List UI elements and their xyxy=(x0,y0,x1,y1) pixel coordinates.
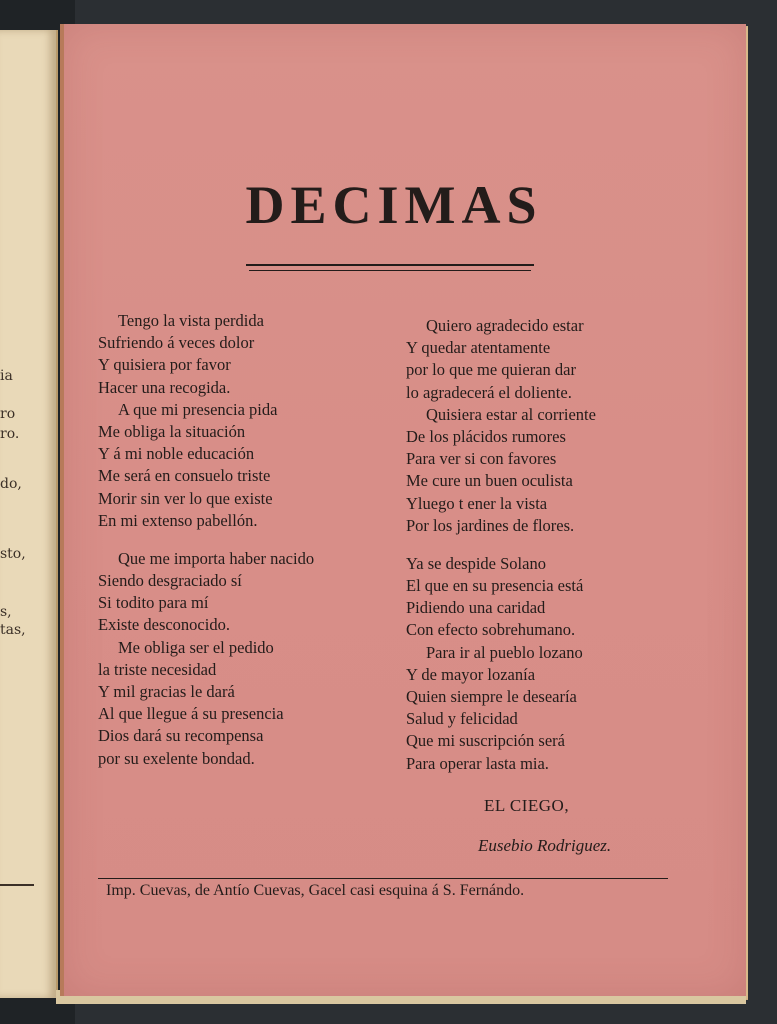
verse-line: Morir sin ver lo que existe xyxy=(98,488,273,508)
prev-page-fragment: sto, xyxy=(0,546,26,562)
prev-page-fragment: do, xyxy=(0,476,22,492)
prev-page-fragment: tas, xyxy=(0,622,26,638)
verse-line: Y á mi noble educación xyxy=(98,444,255,464)
verse-line: Me cure un buen oculista xyxy=(406,471,573,491)
verse-line: En mi extenso pabellón. xyxy=(98,510,258,530)
verse-line: Con efecto sobrehumano. xyxy=(406,620,576,640)
verse-line: Me obliga ser el pedido xyxy=(118,637,274,657)
verse-line: Siendo desgraciado sí xyxy=(98,571,242,591)
verse-line: Que mi suscripción será xyxy=(406,731,565,751)
verse-line: Si todito para mí xyxy=(98,593,209,613)
verse-line: Me obliga la situación xyxy=(98,421,246,441)
verse-line: Sufriendo á veces dolor xyxy=(98,333,255,353)
verse-line: Hacer una recogida. xyxy=(98,377,231,397)
verse-line: Existe desconocido. xyxy=(98,615,230,635)
verse-line: Ya se despide Solano xyxy=(406,553,546,573)
verse-line: Quiero agradecido estar xyxy=(426,316,584,335)
verse-line: por lo que me quieran dar xyxy=(406,360,576,380)
verse-line: lo agradecerá el doliente. xyxy=(406,382,572,402)
verse-line: Quien siempre le desearía xyxy=(406,687,577,706)
verse-line: El que en su presencia está xyxy=(406,576,584,596)
verse-line: Me será en consuelo triste xyxy=(98,466,271,486)
right-column-poem xyxy=(406,315,596,775)
page-title: DECIMAS xyxy=(245,175,543,235)
verse-line: Por los jardines de flores. xyxy=(406,515,575,535)
verse-line: Quisiera estar al corriente xyxy=(426,404,596,424)
verse-line: Y mil gracias le dará xyxy=(98,682,235,701)
verse-line: por su exelente bondad. xyxy=(98,748,255,768)
left-column-poem xyxy=(98,310,314,770)
verse-line: A que mi presencia pida xyxy=(118,399,278,419)
verse-line: Para ver si con favores xyxy=(406,449,557,469)
prev-page-fragment: ro xyxy=(0,406,16,422)
title-underline-thin xyxy=(249,270,531,271)
pink-page xyxy=(60,24,746,996)
signature: EL CIEGO, xyxy=(484,796,570,815)
title-underline xyxy=(246,264,534,266)
verse-line: Dios dará su recompensa xyxy=(98,726,264,746)
prev-page-rule xyxy=(0,884,34,886)
verse-line: Y quisiera por favor xyxy=(98,355,231,375)
author-name: Eusebio Rodriguez. xyxy=(478,836,612,855)
verse-line: Tengo la vista perdida xyxy=(118,311,264,330)
verse-line: Para ir al pueblo lozano xyxy=(426,642,583,662)
verse-line: Y quedar atentamente xyxy=(406,338,551,358)
previous-page-edge xyxy=(0,30,58,998)
prev-page-fragment: s, xyxy=(0,604,12,620)
verse-line: Que me importa haber nacido xyxy=(118,548,315,568)
verse-line: Salud y felicidad xyxy=(406,709,518,729)
verse-line: Y de mayor lozanía xyxy=(406,664,536,684)
verse-line: Para operar lasta mia. xyxy=(406,753,549,773)
verse-line: Pidiendo una caridad xyxy=(406,598,546,618)
printer-imprint: Imp. Cuevas, de Antío Cuevas, Gacel casi esquina á S. Fernándo. xyxy=(106,882,525,899)
verse-line: De los plácidos rumores xyxy=(406,426,566,446)
prev-page-fragment: ro. xyxy=(0,426,20,442)
verse-line: Yluego t ener la vista xyxy=(406,493,548,513)
verse-line: la triste necesidad xyxy=(98,659,217,679)
prev-page-fragment: ia xyxy=(0,368,13,384)
footer-rule xyxy=(98,878,668,879)
verse-line: Al que llegue á su presencia xyxy=(98,704,284,724)
